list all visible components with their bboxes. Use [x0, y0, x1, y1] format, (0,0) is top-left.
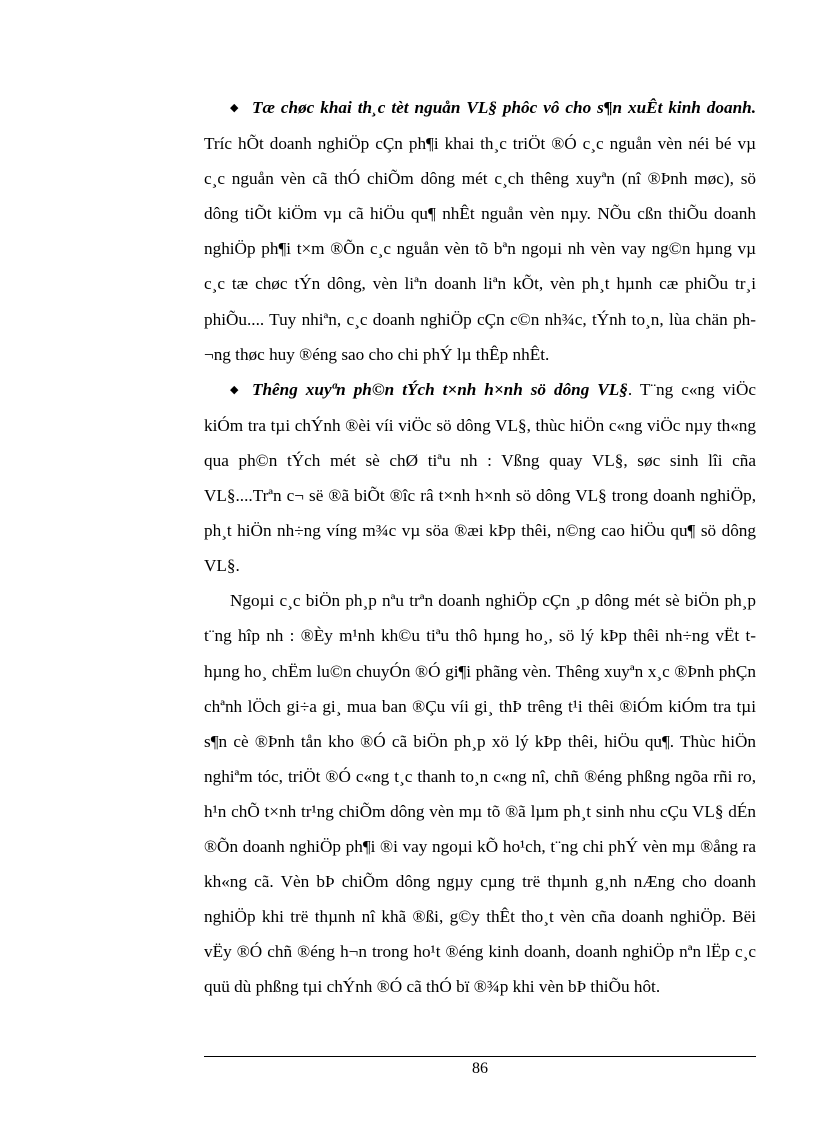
paragraph-2 — [204, 372, 756, 584]
footer-divider — [204, 1056, 756, 1057]
paragraph-3-body: Ngoµi c¸c biÖn ph¸p nªu trªn doanh nghiÖp cÇn ¸p dông mét sè biÖn ph¸p t¨ng hîp nh : ®Èy m¹nh kh©u tiªu thô hµng ho¸, sö lý kÞp thêi nh÷ng vËt t hµng ho¸ chËm lu©n chuyÓn ®Ó gi¶i phãng vèn. Thêng xuyªn x¸c ®Þnh phÇn chªnh lÖch gi÷a gi¸ mua ban ®Çu víi gi¸ thÞ trêng t¹i thêi ®iÓm kiÓm tra tµi s¶n cè ®Þnh tån kho ®Ó cã biÖn ph¸p xö lý kÞp thêi, hiÖu qu¶. Thùc hiÖn nghiªm tóc, triÖt ®Ó c«ng t¸c thanh to¸n c«ng nî, chñ ®éng phßng ngõa rñi ro, h¹n chÕ t×nh tr¹ng chiÕm dông vèn mµ tõ ®ã lµm ph¸t sinh nhu cÇu VL§ dÉn ®Õn doanh nghiÖp ph¶i ®i vay ngoµi kÕ ho¹ch, t¨ng chi phÝ vèn mµ ®ång ra kh«ng cã. Vèn bÞ chiÕm dông ngµy cµng trë thµnh g¸nh nÆng cho doanh nghiÖp khi trë thµnh nî khã ®ßi, g©y thÊt tho¸t vèn cña doanh nghiÖp. Bëi vËy ®Ó chñ ®éng h¬n trong ho¹t ®éng kinh doanh, doanh nghiÖp nªn lËp c¸c quü dù phßng tµi chÝnh ®Ó cã thÓ bï ®¾p khi vèn bÞ thiÕu hôt. — [204, 591, 756, 997]
paragraph-3 — [204, 583, 756, 1004]
diamond-bullet-icon: ◆ — [230, 102, 239, 114]
document-body — [204, 90, 756, 1004]
paragraph-2-body: . T¨ng c«ng viÖc kiÓm tra tµi chÝnh ®èi víi viÖc sö dông VL§, thùc hiÖn c«ng viÖc nµy th«ng qua ph©n tÝch mét sè chØ tiªu nh : Vßng quay VL§, søc sinh lîi cña VL§....Trªn c¬ së ®ã biÕt ®îc râ t×nh h×nh sö dông VL§ trong doanh nghiÖp, ph¸t hiÖn nh÷ng víng m¾c vµ söa ®æi kÞp thêi, n©ng cao hiÖu qu¶ sö dông VL§. — [204, 379, 757, 576]
diamond-bullet-icon: ◆ — [230, 383, 239, 396]
paragraph-1 — [204, 90, 756, 372]
page-number: 86 — [472, 1060, 488, 1077]
paragraph-2-lead: Thêng xuyªn ph©n tÝch t×nh h×nh sö dông VL§ — [252, 379, 628, 399]
paragraph-1-body: Tríc hÕt doanh nghiÖp cÇn ph¶i khai th¸c triÖt ®Ó c¸c nguån vèn néi bé vµ c¸c nguån vèn cã thÓ chiÕm dông mét c¸ch thêng xuyªn (nî ®Þnh møc), sö dông tiÕt kiÖm vµ cã hiÖu qu¶ nhÊt nguån vèn nµy. NÕu cßn thiÕu doanh nghiÖp ph¶i t×m ®Õn c¸c nguån vèn tõ bªn ngoµi nh vèn vay ng©n hµng vµ c¸c tæ chøc tÝn dông, vèn liªn doanh liªn kÕt, vèn ph¸t hµnh cæ phiÕu tr¸i phiÕu.... Tuy nhiªn, c¸c doanh nghiÖp cÇn c©n nh¾c, tÝnh to¸n, lùa chän ph¬ng thøc huy ®éng sao cho chi phÝ lµ thÊp nhÊt. — [204, 134, 756, 364]
paragraph-1-lead: Tæ chøc khai th¸c tèt nguån VL§ phôc vô cho s¶n xuÊt kinh doanh. — [252, 98, 756, 117]
